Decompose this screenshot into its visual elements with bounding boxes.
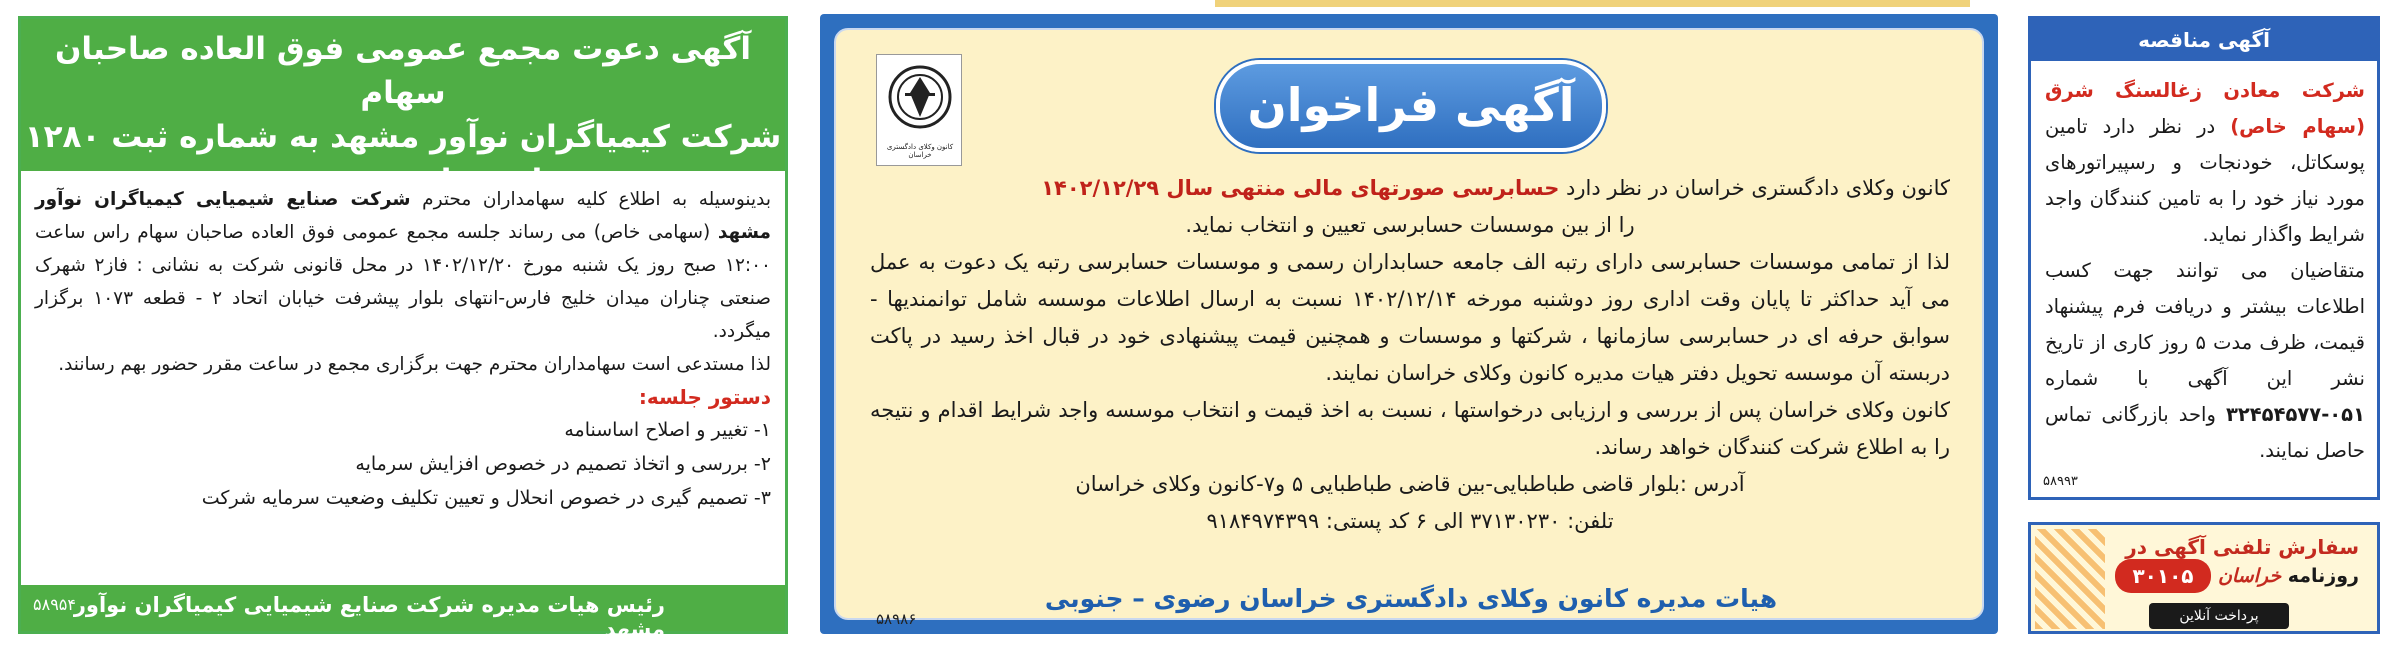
- banner-line-1: سفارش تلفنی آگهی در: [2125, 535, 2359, 559]
- online-payment-button[interactable]: پرداخت آنلاین: [2149, 603, 2289, 629]
- ad1-title-line-3: و شناسه ملی ۱۴۰۰۹۳۲۲۹۲۷: [189, 163, 617, 199]
- ad1-title-line-1: آگهی دعوت مجمع عمومی فوق العاده صاحبان سهام: [54, 31, 752, 111]
- bar-association-logo: [876, 54, 962, 166]
- ad3-p3-text: واحد بازرگانی تماس حاصل نمایند.: [2045, 403, 2365, 462]
- ad2-body: [870, 170, 1950, 540]
- ad1-intro-details: (سهامی خاص) می رساند جلسه مجمع عمومی فوق العاده صاحبان سهام راس ساعت ۱۲:۰۰ صبح روز یک شنبه مورخ ۱۴۰۲/۱۲/۲۰ در محل قانونی شرکت به نشانی : فاز۲ شهرک صنعتی چناران میدان خلیج فارس-انتهای بلوار پیشرفت خیابان اتحاد ۲ - قطعه ۱۰۷۳ برگزار میگردد.: [35, 222, 772, 342]
- top-decorative-line: [1215, 0, 1970, 7]
- ad2-p1-text: کانون وکلای دادگستری خراسان در نظر دارد: [1559, 176, 1950, 200]
- ad1-intro-text: بدینوسیله به اطلاع کلیه سهامداران محترم: [410, 189, 771, 210]
- ad2-panel: [834, 28, 1984, 628]
- ad1-signature: رئیس هیات مدیره شرکت صنایع شیمیایی کیمیاگران نوآور مشهد: [73, 593, 665, 641]
- ad3-header: آگهی مناقصه: [2031, 19, 2377, 61]
- ad1-agenda-item: ۱- تغییر و اصلاح اساسنامه: [564, 419, 771, 441]
- call-for-audit-ad: [820, 14, 1998, 634]
- ad2-paragraph-1b: را از بین موسسات حسابرسی تعیین و انتخاب نماید.: [1185, 213, 1635, 237]
- newspaper-logo-text: خراسان: [2217, 565, 2282, 587]
- banner-line-2: [2218, 565, 2359, 587]
- ad3-code: ۵۸۹۹۳: [2043, 474, 2078, 489]
- ad3-p2-text: متقاضیان می توانند جهت کسب اطلاعات بیشتر و دریافت فرم پیشنهاد قیمت، ظرف مدت ۵ روز کاری از تاریخ نشر این آگهی با شماره: [2045, 259, 2365, 390]
- ad2-signature: هیات مدیره کانون وکلای دادگستری خراسان رضوی – جنوبی: [1044, 584, 1778, 613]
- ad3-p1-text: در نظر دارد تامین پوسکاتل، خودنجات و رسپیراتورهای مورد نیاز خود را به تامین کنندگان واجد شرایط واگذار نماید.: [2045, 115, 2365, 246]
- logo-caption: کانون وکلای دادگستری خراسان: [886, 143, 954, 159]
- banner-phone-number: ۳۰۱۰۵: [2115, 559, 2211, 593]
- ad1-request: لذا مستدعی است سهامداران محترم جهت برگزاری مجمع در ساعت مقرر حضور بهم رسانند.: [58, 354, 771, 375]
- phone-order-banner[interactable]: [2028, 522, 2380, 634]
- ad2-paragraph-1: [870, 170, 1950, 207]
- shareholders-meeting-ad: [18, 16, 788, 641]
- ad1-title-line-2: شرکت کیمیاگران نوآور مشهد به شماره ثبت ۱۲۸۰: [24, 119, 782, 155]
- ad1-footer: [21, 585, 785, 641]
- ad1-company-name: شرکت صنایع شیمیایی کیمیاگران نوآور مشهد: [35, 189, 771, 243]
- ad2-paragraph-2: لذا از تمامی موسسات حسابرسی دارای رتبه الف جامعه حسابداران رسمی و موسسات حسابرسی رتبه یک دعوت به عمل می آید حداکثر تا پایان وقت اداری روز دوشنبه مورخه ۱۴۰۲/۱۲/۱۴ نسبت به ارسال اطلاعات موسسه شامل توانمندیها - سوابق حرفه ای در حسابرسی سازمانها ، شرکتها و موسسات و همچنین قیمت پیشنهادی خود در قبال اخذ رسید در پاکت دربسته آن موسسه تحویل دفتر هیات مدیره کانون وکلای خراسان نمایند.: [870, 250, 1950, 385]
- ad1-code: ۵۸۹۵۴: [33, 595, 76, 614]
- ad2-title: آگهی فراخوان: [1216, 60, 1606, 152]
- tender-ad: [2028, 16, 2380, 500]
- ad2-code: ۵۸۹۸۶: [876, 610, 917, 628]
- ad3-body: [2045, 73, 2365, 469]
- decorative-stripes: [2035, 529, 2105, 629]
- ad1-body: [35, 183, 771, 515]
- emblem-icon: [885, 63, 955, 139]
- ad3-paragraph-1: [2045, 73, 2365, 253]
- ad1-intro: [35, 183, 771, 348]
- ad1-agenda-item: ۳- تصمیم گیری در خصوص انحلال و تعیین تکلیف وضعیت سرمایه شرکت: [201, 487, 771, 509]
- banner-newspaper-label: روزنامه: [2281, 565, 2359, 587]
- ad2-phone: تلفن: ۳۷۱۳۰۲۳۰ الی ۶ کد پستی: ۹۱۸۴۹۷۴۳۹۹: [1206, 509, 1614, 533]
- ad1-header: [21, 19, 785, 199]
- ad3-company-name: شرکت معادن زغالسنگ شرق (سهام خاص): [2045, 79, 2365, 138]
- ad1-agenda-item: ۲- بررسی و اتخاذ تصمیم در خصوص افزایش سرمایه: [355, 453, 771, 475]
- ad2-address: آدرس :بلوار قاضی طباطبایی-بین قاضی طباطبایی ۵ و۷-کانون وکلای خراسان: [1075, 472, 1745, 496]
- ad2-audit-highlight: حسابرسی صورتهای مالی منتهی سال ۱۴۰۲/۱۲/۲۹: [1041, 176, 1560, 200]
- ad3-phone: ۰۵۱-۳۲۴۵۴۵۷۷: [2225, 403, 2365, 426]
- ad3-paragraph-2: [2045, 253, 2365, 469]
- ad2-paragraph-3: کانون وکلای خراسان پس از بررسی و ارزیابی درخواستها ، نسبت به اخذ قیمت و انتخاب موسسه واجد شرایط اقدام و نتیجه را به اطلاع شرکت کنندگان خواهد رساند.: [870, 398, 1950, 459]
- ad1-agenda-title: دستور جلسه:: [638, 385, 771, 409]
